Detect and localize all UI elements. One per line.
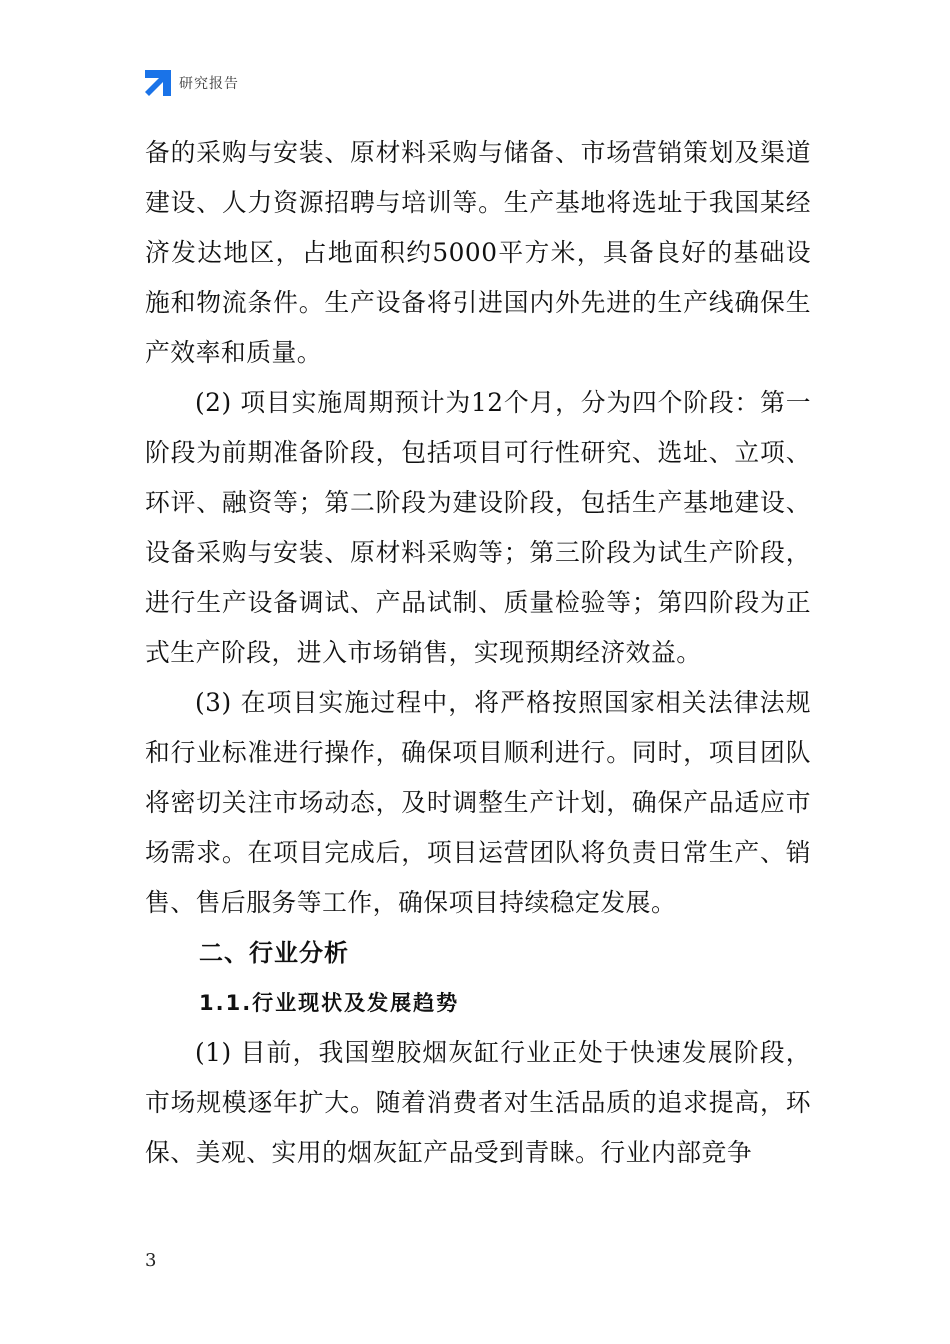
arrow-up-right-icon bbox=[145, 70, 171, 96]
paragraph-4: (1) 目前，我国塑胶烟灰缸行业正处于快速发展阶段，市场规模逐年扩大。随着消费者对生活品质的追求提高，环保、美观、实用的烟灰缸产品受到青睐。行业内部竞争 bbox=[145, 1038, 811, 1167]
page-number: 3 bbox=[145, 1250, 157, 1271]
report-header bbox=[145, 70, 239, 96]
document-body bbox=[145, 128, 811, 1178]
paragraph-1: 备的采购与安装、原材料采购与储备、市场营销策划及渠道建设、人力资源招聘与培训等。生产基地将选址于我国某经济发达地区，占地面积约5000平方米，具备良好的基础设施和物流条件。生产设备将引进国内外先进的生产线确保生产效率和质量。 bbox=[145, 138, 811, 367]
paragraph-3: (3) 在项目实施过程中，将严格按照国家相关法律法规和行业标准进行操作，确保项目顺利进行。同时，项目团队将密切关注市场动态，及时调整生产计划，确保产品适应市场需求。在项目完成后，项目运营团队将负责日常生产、销售、售后服务等工作，确保项目持续稳定发展。 bbox=[145, 688, 811, 917]
section-heading: 二、行业分析 bbox=[199, 939, 349, 967]
paragraph-2: (2) 项目实施周期预计为12个月，分为四个阶段：第一阶段为前期准备阶段，包括项目可行性研究、选址、立项、环评、融资等；第二阶段为建设阶段，包括生产基地建设、设备采购与安装、原材料采购等；第三阶段为试生产阶段，进行生产设备调试、产品试制、质量检验等；第四阶段为正式生产阶段，进入市场销售，实现预期经济效益。 bbox=[145, 388, 811, 667]
subsection-heading: 1.1.行业现状及发展趋势 bbox=[199, 991, 460, 1015]
header-title: 研究报告 bbox=[179, 76, 239, 92]
